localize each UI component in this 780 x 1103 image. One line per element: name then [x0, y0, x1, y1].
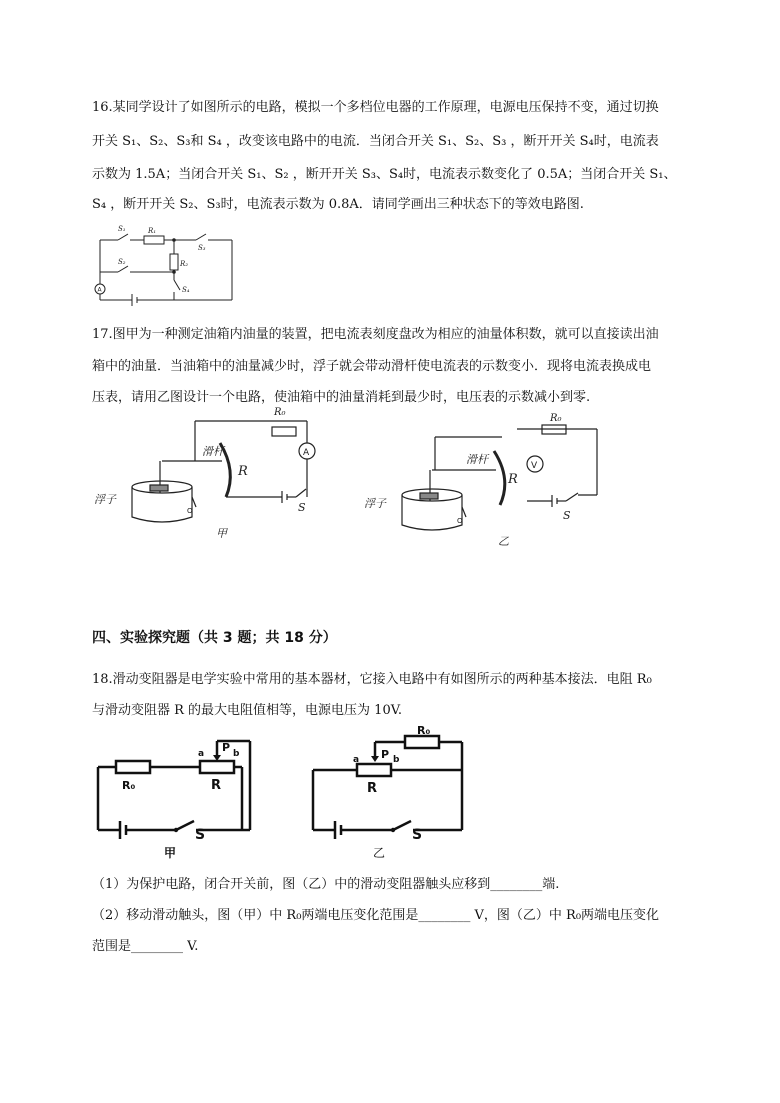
q16-circuit-diagram	[92, 222, 242, 304]
q17-line-3: 压表，请用乙图设计一个电路，使油箱中的油量消耗到最少时，电压表的示数减小到零.	[92, 390, 591, 405]
q18-right-caption: 乙	[373, 846, 386, 860]
q18-right-a: a	[353, 755, 360, 765]
q18-sub-question-1: （1）为保护电路，闭合开关前，图（乙）中的滑动变阻器触头应移到________端.	[92, 877, 560, 892]
q16-label-r1: R₁	[148, 227, 157, 235]
q17-fuel-gauge-ammeter-diagram	[92, 407, 332, 545]
q18-left-b: b	[233, 749, 240, 759]
q18-right-p: P	[381, 748, 390, 761]
q18-sub-question-2: （2）移动滑动触头，图（甲）中 R₀两端电压变化范围是________ V，图（乙）中 R₀两端电压变化	[92, 908, 660, 923]
q16-line-3: 示数为 1.5A；当闭合开关 S₁、S₂ ，断开开关 S₃、S₄时，电流表示数变化了 0.5A；当闭合开关 S₁、	[92, 167, 677, 182]
q17-left-caption: 甲	[216, 527, 227, 540]
q16-label-r2: R₂	[180, 260, 189, 268]
q18-left-p: P	[222, 741, 231, 754]
q18-left-r: R	[211, 778, 222, 793]
q17-right-voltmeter: V	[531, 461, 538, 471]
section-4-heading: 四、实验探究题（共 3 题；共 18 分）	[92, 630, 337, 646]
q16-line-1: 16.某同学设计了如图所示的电路，模拟一个多档位电器的工作原理，电源电压保持不变，通过切换	[92, 100, 659, 115]
q18-right-b: b	[393, 755, 400, 765]
q17-left-ammeter: A	[303, 448, 310, 458]
q18-left-r0: R₀	[122, 779, 136, 792]
q16-label-s3: S₃	[198, 244, 206, 252]
q16-ammeter-label: A	[97, 286, 102, 294]
q16-label-s1: S₁	[118, 225, 126, 233]
q17-right-s: S	[563, 509, 571, 522]
q17-right-o: O	[457, 517, 463, 525]
q18-left-caption: 甲	[164, 846, 177, 860]
q17-fuel-gauge-voltmeter-diagram	[362, 415, 602, 550]
q17-left-o: O	[187, 507, 193, 515]
q18-rheostat-diagram-left	[92, 735, 262, 865]
q17-left-rod: 滑杆	[202, 445, 224, 458]
q17-right-r0: R₀	[550, 413, 562, 424]
q17-right-r: R	[508, 472, 518, 487]
q17-left-r0: R₀	[274, 407, 286, 418]
q17-line-1: 17.图甲为一种测定油箱内油量的装置，把电流表刻度盘改为相应的油量体积数，就可以直接读出油	[92, 327, 659, 342]
q17-left-float: 浮子	[94, 493, 116, 506]
q16-label-s2: S₂	[118, 258, 126, 266]
q16-line-4: S₄ ，断开开关 S₂、S₃时，电流表示数为 0.8A．请同学画出三种状态下的等效电路图.	[92, 197, 584, 212]
q18-right-s: S	[412, 827, 423, 843]
q18-left-s: S	[195, 827, 206, 843]
q17-right-float: 浮子	[364, 497, 386, 510]
q17-right-rod: 滑杆	[466, 453, 488, 466]
q16-label-s4: S₄	[182, 286, 190, 294]
q18-line-1: 18.滑动变阻器是电学实验中常用的基本器材，它接入电路中有如图所示的两种基本接法．电阻 R₀	[92, 672, 652, 687]
q18-left-a: a	[198, 749, 205, 759]
q17-right-caption: 乙	[498, 535, 509, 548]
q18-right-r0: R₀	[417, 724, 431, 737]
q18-sub-question-2-cont: 范围是________ V.	[92, 939, 199, 954]
q17-left-r: R	[238, 464, 248, 479]
q17-line-2: 箱中的油量．当油箱中的油量减少时，浮子就会带动滑杆使电流表的示数变小．现将电流表换成电	[92, 359, 652, 374]
q16-line-2: 开关 S₁、S₂、S₃和 S₄ ，改变该电路中的电流．当闭合开关 S₁、S₂、S₃ ，断开开关 S₄时，电流表	[92, 134, 659, 149]
q18-right-r: R	[367, 781, 378, 796]
q18-line-2: 与滑动变阻器 R 的最大电阻值相等，电源电压为 10V.	[92, 703, 402, 718]
q17-left-s: S	[298, 501, 306, 514]
q18-rheostat-diagram-right	[305, 722, 475, 860]
